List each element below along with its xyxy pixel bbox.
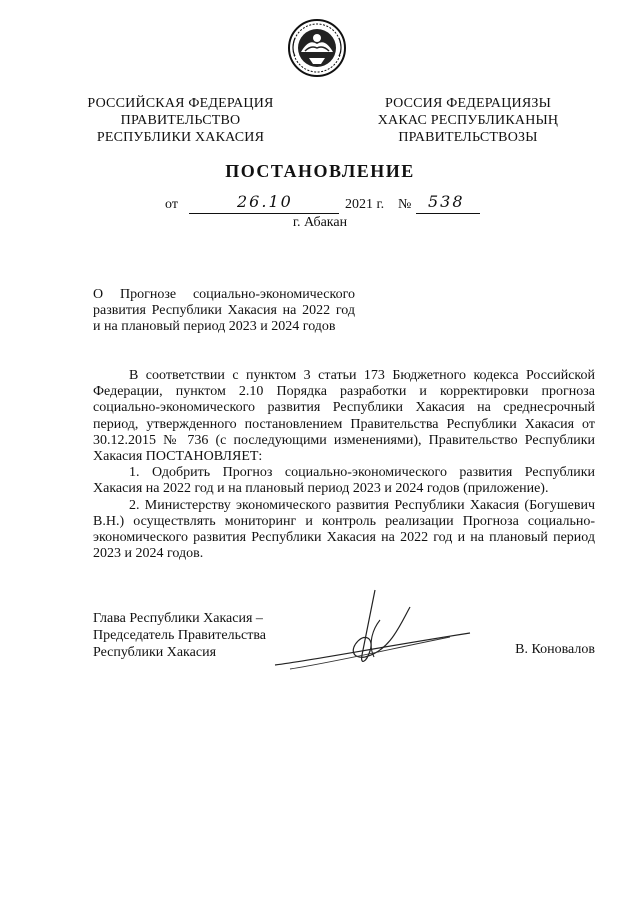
coat-of-arms-icon: [287, 18, 347, 78]
number-underline: [416, 213, 480, 214]
decree-body: [93, 368, 595, 562]
header-left-line-1: РОССИЙСКАЯ ФЕДЕРАЦИЯ: [87, 96, 274, 111]
subject-line-3: и на плановый период 2023 и 2024 годов: [93, 319, 336, 334]
header-right-line-3: ПРАВИТЕЛЬСТВОЗЫ: [398, 130, 538, 145]
date-year: 2021 г.: [345, 197, 385, 212]
header-right-line-2: ХАКАС РЕСПУБЛИКАНЫҢ: [377, 113, 559, 128]
header-left-line-2: ПРАВИТЕЛЬСТВО: [120, 113, 241, 128]
signature-position-line-3: Республики Хакасия: [93, 645, 217, 660]
number-sign: №: [398, 197, 412, 212]
body-item-2: 2. Министерству экономического развития Республики Хакасия (Богушевич В.Н.) осуществлять мониторинг и контроль реализации Прогноза социально-экономического развития Республики Хакасия на 2022 год и на плановый период 2023 и 2024 годов.: [93, 497, 595, 562]
header-right: [358, 95, 578, 146]
date-number-line: [165, 192, 495, 217]
signature-position-line-2: Председатель Правительства: [93, 628, 266, 643]
decree-subject: [93, 287, 355, 335]
date-prefix: от: [165, 197, 178, 212]
header-left-line-3: РЕСПУБЛИКИ ХАКАСИЯ: [96, 130, 265, 145]
date-underline: [189, 213, 339, 214]
header-right-line-1: РОССИЯ ФЕДЕРАЦИЯЗЫ: [384, 96, 552, 111]
signature-position: [93, 610, 266, 661]
subject-line-2: развития Республики Хакасия на 2022 год: [93, 303, 355, 318]
header-left: [78, 95, 283, 146]
city-line: г. Абакан: [292, 215, 348, 230]
body-item-1: 1. Одобрить Прогноз социально-экономического развития Республики Хакасия на 2022 год и на плановый период 2023 и 2024 годов (приложение).: [93, 465, 595, 497]
body-preamble: В соответствии с пунктом 3 статьи 173 Бюджетного кодекса Российской Федерации, пунктом 2.10 Порядка разработки и корректировки прогноза социально-экономического развития Республики Хакасия на среднесрочный период, утвержденного постановлением Правительства Республики Хакасия от 30.12.2015 № 736 (с последующими изменениями), Правительство Республики Хакасия ПОСТАНОВЛЯЕТ:: [93, 368, 595, 465]
signer-name: В. Коновалов: [515, 642, 595, 657]
handwritten-date: 26.10: [237, 192, 293, 211]
document-title: ПОСТАНОВЛЕНИЕ: [225, 161, 415, 181]
signature-position-line-1: Глава Республики Хакасия –: [93, 611, 263, 626]
handwritten-signature: [270, 585, 475, 685]
subject-line-1: О Прогнозе социально-экономического: [93, 287, 355, 302]
handwritten-number: 538: [428, 192, 465, 211]
